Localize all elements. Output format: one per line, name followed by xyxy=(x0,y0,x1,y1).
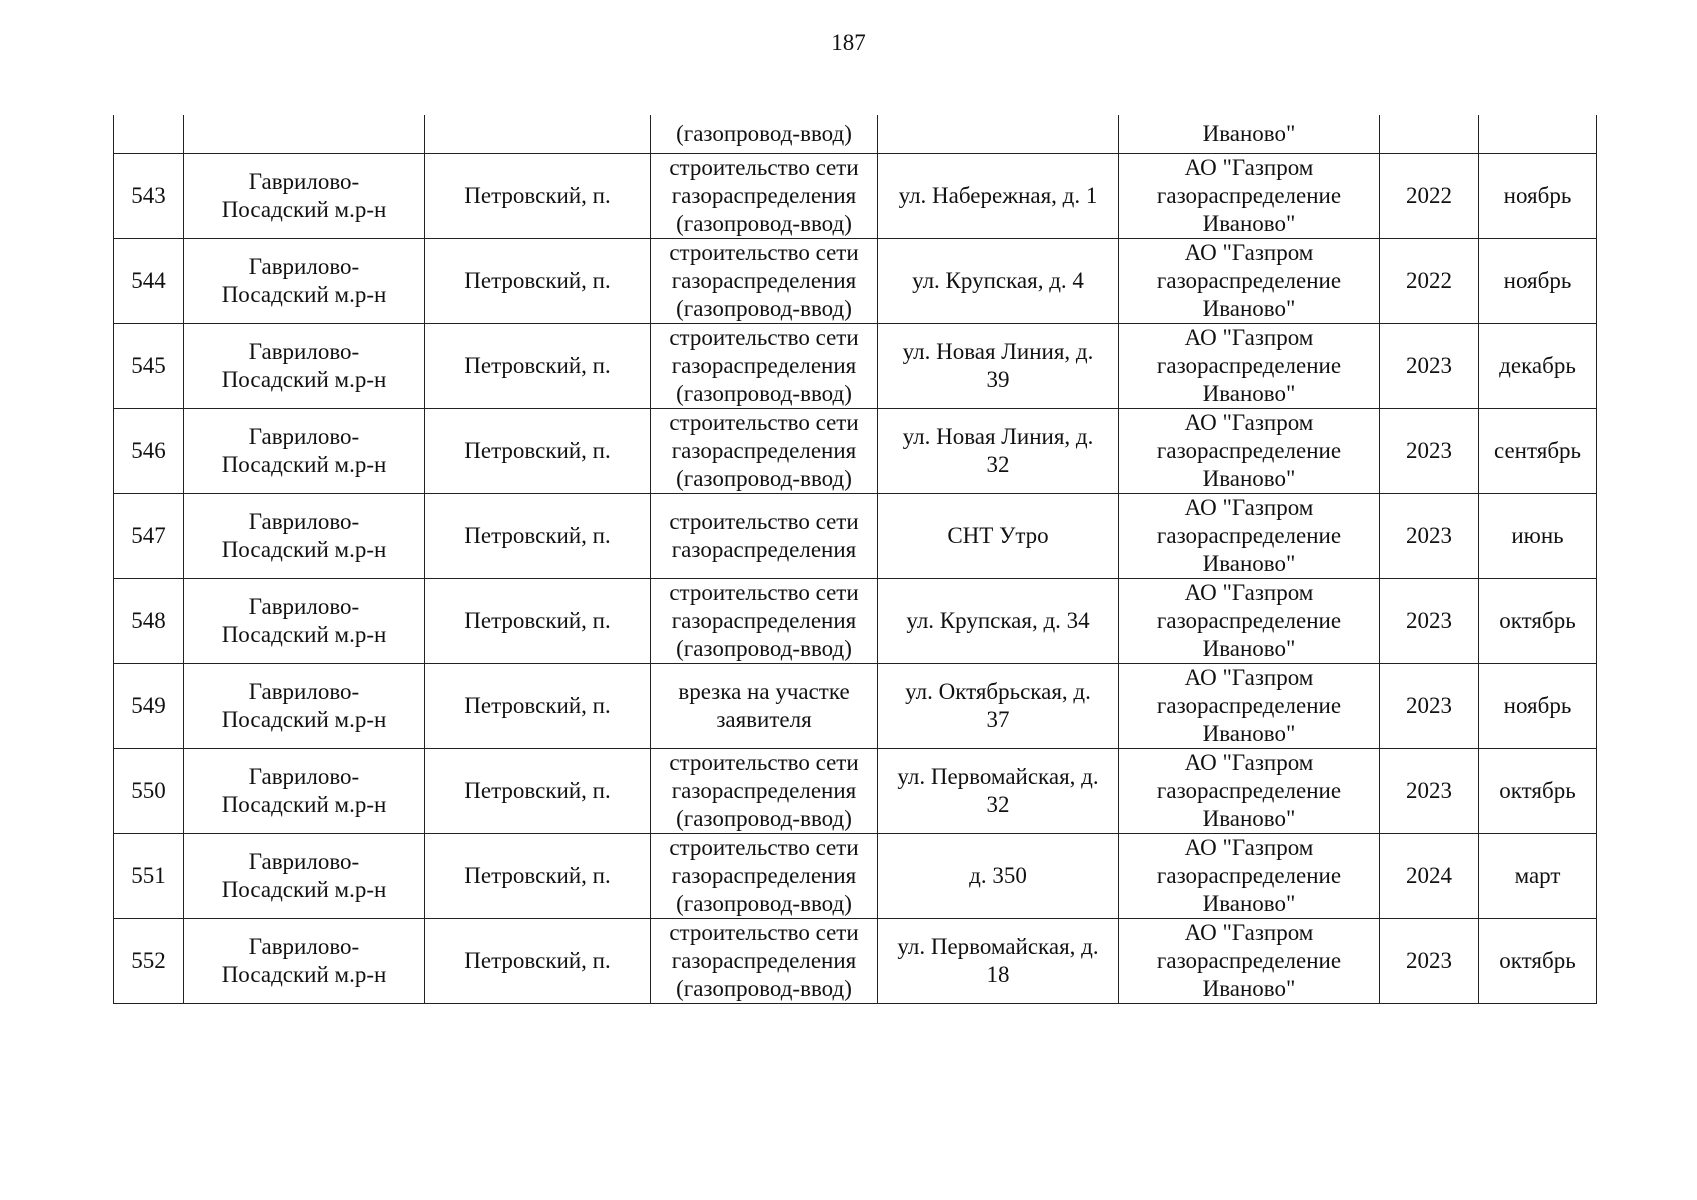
cell-organization-line: АО "Газпром xyxy=(1184,155,1314,180)
table-row xyxy=(114,494,1597,579)
cell-work-type-line: газораспределения xyxy=(671,863,857,888)
cell-organization-line: Иваново" xyxy=(1202,466,1296,491)
cell-number: 545 xyxy=(114,324,184,409)
cell-organization-line: Иваново" xyxy=(1202,211,1296,236)
cell-district xyxy=(184,664,425,749)
cell-organization-line: Иваново" xyxy=(1202,551,1296,576)
cell-number xyxy=(114,115,184,154)
cell-work-type xyxy=(651,154,878,239)
cell-number: 551 xyxy=(114,834,184,919)
cell-district-line: Посадский м.р-н xyxy=(221,282,387,307)
cell-district-line: Гаврилово- xyxy=(248,254,360,279)
table-row xyxy=(114,579,1597,664)
cell-settlement: Петровский, п. xyxy=(425,239,651,324)
cell-district xyxy=(184,239,425,324)
cell-work-type-line: (газопровод-ввод) xyxy=(676,636,852,661)
cell-address xyxy=(878,749,1119,834)
cell-work-type-line: строительство сети xyxy=(669,509,859,534)
cell-organization xyxy=(1119,834,1380,919)
table-body xyxy=(114,115,1597,1004)
cell-district xyxy=(184,115,425,154)
cell-organization xyxy=(1119,409,1380,494)
cell-organization-line: АО "Газпром xyxy=(1184,410,1314,435)
cell-work-type xyxy=(651,579,878,664)
cell-district-line: Посадский м.р-н xyxy=(221,877,387,902)
cell-work-type xyxy=(651,664,878,749)
cell-work-type xyxy=(651,115,878,154)
cell-work-type-line: (газопровод-ввод) xyxy=(676,296,852,321)
cell-number: 549 xyxy=(114,664,184,749)
cell-work-type-line: заявителя xyxy=(716,707,812,732)
cell-organization-line: Иваново" xyxy=(1202,976,1296,1001)
cell-number: 544 xyxy=(114,239,184,324)
cell-district-line: Посадский м.р-н xyxy=(221,537,387,562)
cell-district-line: Посадский м.р-н xyxy=(221,197,387,222)
cell-number: 550 xyxy=(114,749,184,834)
table-row xyxy=(114,664,1597,749)
cell-organization-line: газораспределение xyxy=(1156,948,1342,973)
table-row xyxy=(114,749,1597,834)
cell-organization xyxy=(1119,154,1380,239)
cell-year: 2022 xyxy=(1380,154,1479,239)
cell-organization-line: АО "Газпром xyxy=(1184,665,1314,690)
cell-organization-line: газораспределение xyxy=(1156,863,1342,888)
cell-settlement: Петровский, п. xyxy=(425,664,651,749)
cell-address-line: ул. Первомайская, д. xyxy=(897,764,1099,789)
cell-organization-line: Иваново" xyxy=(1202,636,1296,661)
cell-address-line: СНТ Утро xyxy=(947,523,1049,548)
table-row xyxy=(114,919,1597,1004)
table-row xyxy=(114,239,1597,324)
cell-year: 2023 xyxy=(1380,919,1479,1004)
cell-settlement: Петровский, п. xyxy=(425,834,651,919)
cell-work-type xyxy=(651,409,878,494)
cell-organization-line: Иваново" xyxy=(1202,806,1296,831)
cell-address xyxy=(878,324,1119,409)
cell-month: декабрь xyxy=(1479,324,1597,409)
cell-organization xyxy=(1119,749,1380,834)
cell-address xyxy=(878,154,1119,239)
cell-organization xyxy=(1119,324,1380,409)
cell-work-type-line: газораспределения xyxy=(671,778,857,803)
cell-settlement: Петровский, п. xyxy=(425,919,651,1004)
table-row xyxy=(114,409,1597,494)
cell-organization-line: Иваново" xyxy=(1202,121,1296,146)
cell-month: октябрь xyxy=(1479,919,1597,1004)
cell-address-line: 32 xyxy=(986,792,1010,817)
cell-work-type xyxy=(651,919,878,1004)
cell-work-type-line: газораспределения xyxy=(671,608,857,633)
cell-year: 2023 xyxy=(1380,409,1479,494)
cell-number: 543 xyxy=(114,154,184,239)
cell-district-line: Гаврилово- xyxy=(248,764,360,789)
cell-district xyxy=(184,749,425,834)
cell-district xyxy=(184,919,425,1004)
cell-district-line: Гаврилово- xyxy=(248,594,360,619)
cell-address-line: 39 xyxy=(986,367,1010,392)
cell-work-type-line: (газопровод-ввод) xyxy=(676,976,852,1001)
cell-work-type xyxy=(651,834,878,919)
cell-district-line: Посадский м.р-н xyxy=(221,962,387,987)
cell-address-line: ул. Крупская, д. 4 xyxy=(912,268,1084,293)
cell-work-type-line: строительство сети xyxy=(669,920,859,945)
cell-work-type-line: строительство сети xyxy=(669,155,859,180)
cell-month: июнь xyxy=(1479,494,1597,579)
cell-settlement: Петровский, п. xyxy=(425,749,651,834)
cell-organization-line: АО "Газпром xyxy=(1184,240,1314,265)
cell-work-type xyxy=(651,239,878,324)
cell-organization-line: АО "Газпром xyxy=(1184,325,1314,350)
cell-settlement: Петровский, п. xyxy=(425,579,651,664)
cell-year: 2023 xyxy=(1380,324,1479,409)
cell-organization-line: Иваново" xyxy=(1202,721,1296,746)
cell-address-line: ул. Первомайская, д. xyxy=(897,934,1099,959)
cell-organization-line: Иваново" xyxy=(1202,296,1296,321)
table-row-continuation xyxy=(114,115,1597,154)
cell-organization-line: газораспределение xyxy=(1156,778,1342,803)
cell-district-line: Посадский м.р-н xyxy=(221,707,387,732)
cell-month: октябрь xyxy=(1479,749,1597,834)
cell-organization-line: газораспределение xyxy=(1156,608,1342,633)
cell-organization-line: Иваново" xyxy=(1202,381,1296,406)
cell-organization-line: газораспределение xyxy=(1156,438,1342,463)
cell-work-type-line: строительство сети xyxy=(669,835,859,860)
cell-work-type-line: врезка на участке xyxy=(678,679,850,704)
cell-organization-line: газораспределение xyxy=(1156,353,1342,378)
cell-organization-line: газораспределение xyxy=(1156,693,1342,718)
cell-year: 2024 xyxy=(1380,834,1479,919)
cell-month: октябрь xyxy=(1479,579,1597,664)
cell-address-line: ул. Набережная, д. 1 xyxy=(898,183,1098,208)
cell-number: 548 xyxy=(114,579,184,664)
table-row xyxy=(114,154,1597,239)
cell-district-line: Гаврилово- xyxy=(248,424,360,449)
cell-district xyxy=(184,579,425,664)
cell-address xyxy=(878,494,1119,579)
cell-organization xyxy=(1119,664,1380,749)
cell-work-type-line: газораспределения xyxy=(671,438,857,463)
cell-district-line: Гаврилово- xyxy=(248,849,360,874)
cell-district-line: Посадский м.р-н xyxy=(221,367,387,392)
cell-district xyxy=(184,494,425,579)
cell-month: сентябрь xyxy=(1479,409,1597,494)
cell-district-line: Гаврилово- xyxy=(248,679,360,704)
cell-work-type-line: строительство сети xyxy=(669,750,859,775)
cell-organization-line: газораспределение xyxy=(1156,183,1342,208)
cell-organization-line: газораспределение xyxy=(1156,523,1342,548)
cell-year: 2023 xyxy=(1380,664,1479,749)
cell-address-line: 32 xyxy=(986,452,1010,477)
cell-address xyxy=(878,579,1119,664)
cell-month xyxy=(1479,115,1597,154)
cell-work-type-line: (газопровод-ввод) xyxy=(676,806,852,831)
cell-year: 2023 xyxy=(1380,494,1479,579)
cell-work-type xyxy=(651,749,878,834)
cell-settlement: Петровский, п. xyxy=(425,324,651,409)
cell-work-type-line: газораспределения xyxy=(671,537,857,562)
cell-organization-line: Иваново" xyxy=(1202,891,1296,916)
cell-address xyxy=(878,919,1119,1004)
cell-district-line: Посадский м.р-н xyxy=(221,622,387,647)
table-row xyxy=(114,324,1597,409)
cell-district xyxy=(184,834,425,919)
cell-settlement: Петровский, п. xyxy=(425,154,651,239)
cell-work-type xyxy=(651,494,878,579)
cell-number: 552 xyxy=(114,919,184,1004)
cell-work-type-line: строительство сети xyxy=(669,410,859,435)
page-number: 187 xyxy=(831,30,866,55)
cell-number: 547 xyxy=(114,494,184,579)
cell-organization-line: газораспределение xyxy=(1156,268,1342,293)
cell-month: март xyxy=(1479,834,1597,919)
cell-organization xyxy=(1119,115,1380,154)
cell-settlement: Петровский, п. xyxy=(425,494,651,579)
cell-district-line: Посадский м.р-н xyxy=(221,792,387,817)
cell-work-type-line: (газопровод-ввод) xyxy=(676,121,852,146)
cell-organization-line: АО "Газпром xyxy=(1184,750,1314,775)
cell-year: 2022 xyxy=(1380,239,1479,324)
cell-work-type-line: строительство сети xyxy=(669,580,859,605)
cell-month: ноябрь xyxy=(1479,664,1597,749)
cell-district-line: Гаврилово- xyxy=(248,934,360,959)
cell-work-type xyxy=(651,324,878,409)
cell-work-type-line: газораспределения xyxy=(671,268,857,293)
cell-address-line: ул. Крупская, д. 34 xyxy=(906,608,1090,633)
cell-month: ноябрь xyxy=(1479,154,1597,239)
cell-year xyxy=(1380,115,1479,154)
cell-work-type-line: строительство сети xyxy=(669,240,859,265)
cell-number: 546 xyxy=(114,409,184,494)
cell-district-line: Гаврилово- xyxy=(248,169,360,194)
cell-district-line: Гаврилово- xyxy=(248,509,360,534)
cell-settlement xyxy=(425,115,651,154)
cell-organization xyxy=(1119,579,1380,664)
cell-address xyxy=(878,239,1119,324)
cell-work-type-line: газораспределения xyxy=(671,183,857,208)
cell-work-type-line: газораспределения xyxy=(671,948,857,973)
cell-settlement: Петровский, п. xyxy=(425,409,651,494)
cell-district xyxy=(184,409,425,494)
cell-address-line: 18 xyxy=(986,962,1010,987)
cell-address xyxy=(878,834,1119,919)
cell-work-type-line: (газопровод-ввод) xyxy=(676,891,852,916)
cell-month: ноябрь xyxy=(1479,239,1597,324)
cell-address-line: ул. Новая Линия, д. xyxy=(902,339,1094,364)
cell-organization-line: АО "Газпром xyxy=(1184,920,1314,945)
cell-year: 2023 xyxy=(1380,579,1479,664)
cell-address xyxy=(878,664,1119,749)
cell-address-line: 37 xyxy=(986,707,1010,732)
cell-organization-line: АО "Газпром xyxy=(1184,580,1314,605)
cell-address-line: ул. Октябрьская, д. xyxy=(905,679,1091,704)
cell-district xyxy=(184,324,425,409)
cell-district-line: Гаврилово- xyxy=(248,339,360,364)
cell-work-type-line: (газопровод-ввод) xyxy=(676,466,852,491)
cell-district xyxy=(184,154,425,239)
cell-district-line: Посадский м.р-н xyxy=(221,452,387,477)
cell-address xyxy=(878,115,1119,154)
cell-organization xyxy=(1119,494,1380,579)
cell-address-line: д. 350 xyxy=(969,863,1027,888)
cell-work-type-line: (газопровод-ввод) xyxy=(676,381,852,406)
table-row xyxy=(114,834,1597,919)
gasification-schedule-table xyxy=(113,115,1597,1004)
cell-organization-line: АО "Газпром xyxy=(1184,835,1314,860)
cell-year: 2023 xyxy=(1380,749,1479,834)
cell-work-type-line: газораспределения xyxy=(671,353,857,378)
cell-address xyxy=(878,409,1119,494)
cell-organization xyxy=(1119,239,1380,324)
cell-organization-line: АО "Газпром xyxy=(1184,495,1314,520)
cell-work-type-line: (газопровод-ввод) xyxy=(676,211,852,236)
cell-work-type-line: строительство сети xyxy=(669,325,859,350)
cell-address-line: ул. Новая Линия, д. xyxy=(902,424,1094,449)
cell-organization xyxy=(1119,919,1380,1004)
